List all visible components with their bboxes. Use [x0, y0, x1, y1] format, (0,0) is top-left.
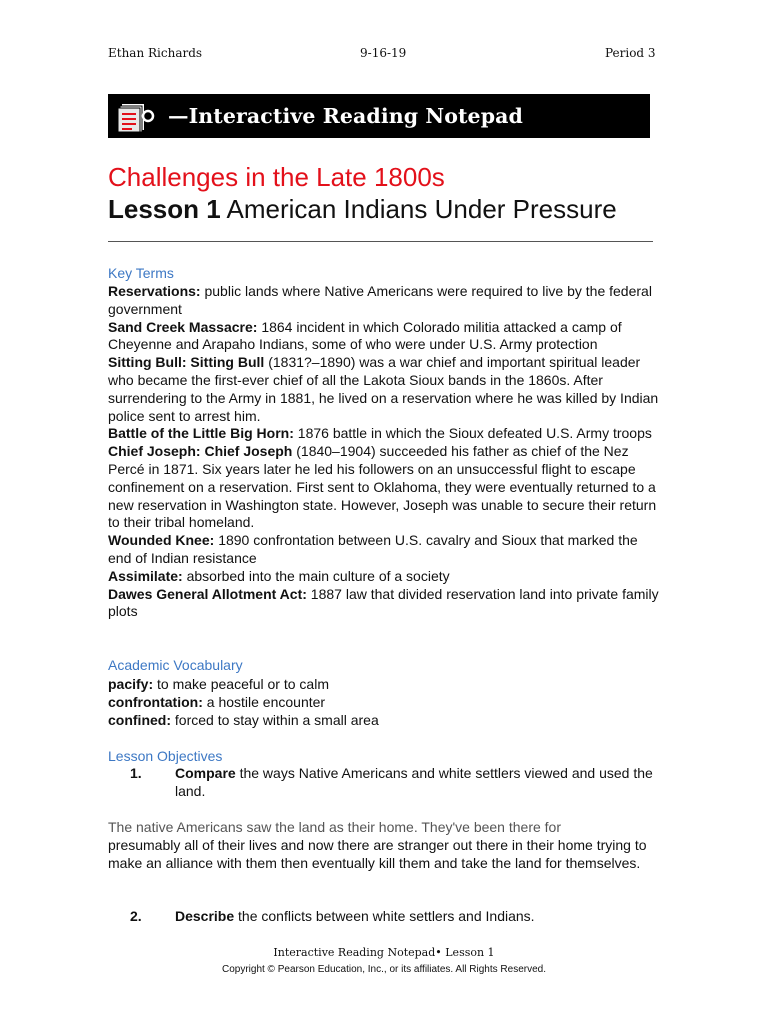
title-divider: [108, 241, 653, 242]
key-term-item: Chief Joseph: Chief Joseph (1840–1904) succeeded his father as chief of the Nez Percé in 1871. Six years later he led his followers on an unsuccessful flight to escape confinement on a reservation. First sent to Oklahoma, they were eventually returned to a new reservation in Washington state. However, Joseph was unable to secure their return to their tribal homeland.: [108, 443, 657, 531]
banner-title: —Interactive Reading Notepad: [168, 104, 523, 128]
vocab-item: confrontation: a hostile encounter: [108, 693, 326, 710]
footer-title: Interactive Reading Notepad• Lesson 1: [273, 946, 495, 959]
key-term-item: Reservations: public lands where Native Americans were required to live by the federal government: [108, 283, 652, 317]
vocab-list: [108, 676, 660, 729]
answer-rest: presumably all of their lives and now there are stranger out there in their home trying to make an alliance with them then eventually kill them and take the land for themselves.: [108, 836, 647, 871]
notepad-banner: [108, 94, 650, 138]
key-term-item: Sitting Bull: Sitting Bull (1831?–1890) was a war chief and important spiritual leader who became the first-ever chief of all the Lakota Sioux bands in the 1860s. After surrendering to the Army in 1881, he lived on a reservation where he was killed by Indian police sent to arrest him.: [108, 354, 659, 424]
lesson-label: Lesson 1: [108, 194, 221, 224]
unit-title: Challenges in the Late 1800s: [108, 162, 445, 192]
vocab-item: confined: forced to stay within a small area: [108, 711, 379, 728]
key-terms-heading: Key Terms: [108, 265, 174, 281]
key-term-item: Dawes General Allotment Act: 1887 law that divided reservation land into private family plots: [108, 585, 659, 620]
objective-number: 1.: [130, 765, 142, 781]
lesson-title: [108, 194, 617, 225]
vocab-item: pacify: to make peaceful or to calm: [108, 676, 329, 692]
class-period: Period 3: [605, 46, 656, 60]
key-terms-list: [108, 283, 660, 621]
objective-text: Describe the conflicts between white settlers and Indians.: [175, 908, 535, 924]
key-term-item: Battle of the Little Big Horn: 1876 battle in which the Sioux defeated U.S. Army troops: [108, 425, 652, 442]
lesson-name: American Indians Under Pressure: [226, 194, 617, 224]
student-answer[interactable]: [108, 819, 660, 872]
key-term-item: Assimilate: absorbed into the main culture of a society: [108, 567, 450, 584]
objectives-heading: Lesson Objectives: [108, 748, 223, 764]
notepad-logo-icon: [108, 94, 168, 138]
student-name: Ethan Richards: [108, 46, 203, 60]
objective-text: Compare the ways Native Americans and white settlers viewed and used the land.: [175, 765, 653, 799]
vocab-heading: Academic Vocabulary: [108, 657, 243, 673]
date: 9-16-19: [360, 46, 407, 60]
key-term-item: Sand Creek Massacre: 1864 incident in which Colorado militia attacked a camp of Cheyenne and Arapaho Indians, some of who were under U.S. Army protection: [108, 318, 622, 353]
footer-copyright: Copyright © Pearson Education, Inc., or its affiliates. All Rights Reserved.: [221, 964, 546, 975]
key-term-item: Wounded Knee: 1890 confrontation between U.S. cavalry and Sioux that marked the end of Indian resistance: [108, 532, 638, 566]
objective-number: 2.: [130, 908, 142, 924]
answer-first-line: The native Americans saw the land as their home. They've been there for: [108, 819, 561, 835]
